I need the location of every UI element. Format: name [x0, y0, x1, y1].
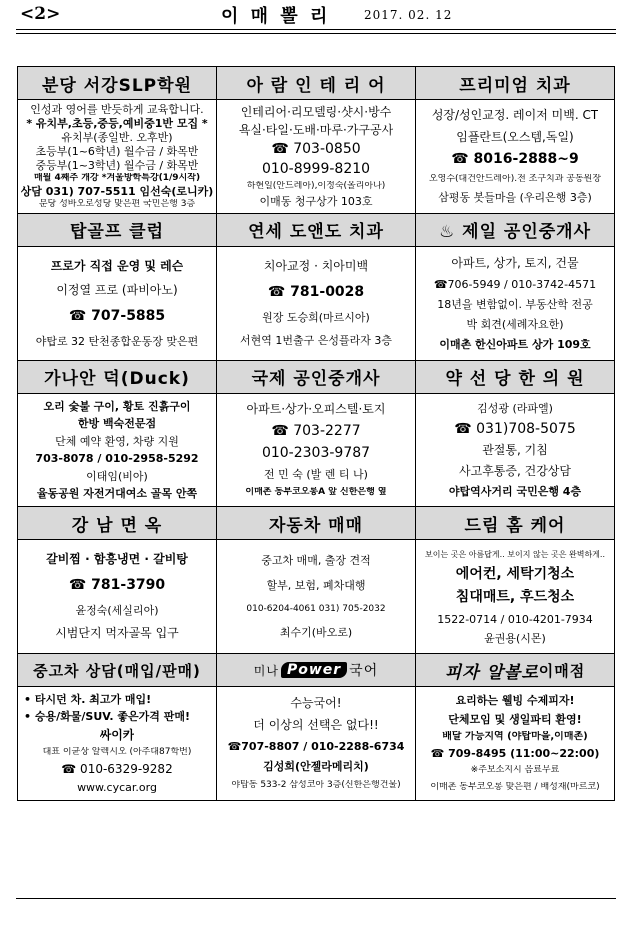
ad-line: 초등부(1~6학년) 월수금 / 화목반: [35, 144, 199, 158]
ad-line: 윤권용(시몬): [484, 631, 546, 645]
page-header: [16, 2, 616, 28]
ad-line: 매월 4째주 개강 *겨울방학특강(1/9시작): [33, 172, 201, 183]
phone-number: ☎ 709-8495 (11:00~22:00): [430, 747, 600, 761]
ad-line: 김성희(안젤라메리치): [263, 760, 369, 774]
ad-aram-interior: [217, 67, 416, 214]
ad-line: 성장/성인교정. 레이저 미백. CT: [431, 108, 599, 123]
ad-line: 대표 이균상 알렉시오 (아주대87학번): [42, 746, 192, 757]
issue-date: 2017. 02. 12: [364, 8, 453, 22]
ad-line: 박 회견(세례자요한): [466, 317, 564, 331]
ad-car-trading: [217, 507, 416, 654]
ad-title: [217, 654, 415, 687]
ad-line: ※주보소지시 음료무료: [470, 765, 560, 776]
ad-line: 이정열 프로 (파비아노): [56, 283, 178, 298]
power-logo: Power: [281, 662, 347, 678]
ad-line: * 유치부,초등,중등,예비중1반 모집 *: [26, 116, 208, 130]
ad-canaan-duck: [18, 361, 217, 508]
ad-jeil-realty: [416, 214, 615, 361]
ad-line: 이매촌 동부코오롱 맞은편 / 배성재(마르코): [430, 781, 600, 792]
phone-number: ☎ 707-5885: [68, 308, 166, 325]
phone-number: ☎ 703-0850: [271, 140, 361, 157]
phone-number: 010-2303-9787: [261, 445, 371, 462]
ad-title: 프리미엄 치과: [416, 67, 614, 100]
ad-title: 중고차 상담(매입/판매): [18, 654, 216, 687]
header-rule-top: [16, 29, 616, 30]
ad-title: 분당 서강SLP학원: [18, 67, 216, 100]
ad-line: 18년을 변함없이. 부동산학 전공: [437, 297, 593, 311]
ad-line: 최수기(바오로): [279, 626, 353, 640]
ad-premium-dental: [416, 67, 615, 214]
title-suffix: 국어: [349, 663, 379, 680]
ad-mina-power-korean: [217, 654, 416, 801]
title-prefix: 미나: [253, 663, 279, 678]
ad-grid: [17, 66, 615, 801]
ad-line: 야탑동 533-2 삼성코아 3층(신한은행건물): [231, 780, 401, 791]
ad-line: 이태임(비아): [86, 469, 148, 483]
ad-line: 요리하는 웰빙 수제피자!: [455, 694, 575, 708]
ad-line: 아파트·상가·오피스텔·토지: [246, 401, 386, 416]
ad-line: 서현역 1번출구 은성플라자 3층: [240, 334, 392, 348]
ad-line: 싸이카: [99, 727, 135, 742]
ad-line: 율동공원 자전거대여소 골목 안쪽: [36, 486, 198, 500]
ad-line: 단체모임 및 생일파티 환영!: [448, 712, 582, 726]
phone-number: ☎707-8807 / 010-2288-6734: [227, 740, 405, 754]
ad-line: 상담 031) 707-5511 임선숙(로니카): [20, 184, 214, 198]
ad-line: 김성광 (라파엘): [477, 401, 553, 415]
phone-number: ☎706-5949 / 010-3742-4571: [433, 277, 597, 291]
title-branch: 이매점: [538, 661, 586, 680]
ad-line: 하현일(안드레아),이정숙(올리아나): [246, 180, 386, 191]
ad-line: 이매동 청구상가 103호: [259, 194, 373, 208]
ad-line: 전 민 숙 (발 렌 티 나): [264, 468, 368, 482]
phone-number: 010-6204-4061 031) 705-2032: [246, 603, 386, 614]
ad-title: 드림 홈 케어: [416, 507, 614, 540]
phone-number: ☎ 8016-2888~9: [451, 150, 579, 167]
ad-line: 할부, 보험, 폐차대행: [266, 578, 366, 592]
ad-line: 아파트, 상가, 토지, 건물: [451, 255, 579, 270]
ad-line: 단체 예약 환영, 차량 지원: [55, 434, 179, 448]
ad-line: 이매촌 한신아파트 상가 109호: [439, 337, 591, 351]
title-brand: 피자 알볼로: [444, 662, 539, 683]
phone-number: ☎ 781-0028: [267, 284, 365, 301]
footer-rule: [16, 898, 616, 899]
ad-dream-home-care: [416, 507, 615, 654]
ad-line: 배달 가능지역 (야탑마을,이매촌): [442, 730, 588, 742]
ad-line: 이매촌 동부코오롱A 앞 신한은행 옆: [245, 487, 387, 498]
ad-title: 국제 공인중개사: [217, 361, 415, 394]
ad-line: 오리 숯불 구이, 황토 진흙구이: [43, 399, 191, 413]
ad-slogan: 보이는 곳은 아름답게.. 보이지 않는 곳은 완벽하게..: [425, 549, 605, 559]
ad-line: 야탑로 32 탄천종합운동장 맞은편: [35, 334, 199, 348]
ad-line: 침대매트, 후드청소: [455, 589, 575, 606]
ad-title: 자동차 매매: [217, 507, 415, 540]
ad-title: 강 남 면 옥: [18, 507, 216, 540]
header-rule-bottom: [16, 33, 616, 34]
ad-gangnam-myeonok: [18, 507, 217, 654]
ad-yakseondang-clinic: [416, 361, 615, 508]
ad-sogang-slp: [18, 67, 217, 214]
bulletin-title: 이 매 뽈 리: [221, 6, 331, 27]
ad-line: • 타시던 차. 최고가 매입!: [24, 693, 152, 707]
ad-line: 욕실·타일·도배·마루·가구공사: [238, 122, 394, 137]
ad-line: 분당 성바오로성당 맞은편 국민은행 3층: [38, 198, 196, 209]
ad-title: 연세 도앤도 치과: [217, 214, 415, 247]
ad-line: 오영수(대건안드레아).전 조구치과 공동원장: [428, 174, 602, 185]
ad-pizza-alvolo: [416, 654, 615, 801]
ad-line: • 승용/화물/SUV. 좋은가격 판매!: [24, 710, 190, 724]
phone-number: ☎ 703-2277: [271, 422, 361, 439]
phone-number: 010-8999-8210: [261, 160, 371, 177]
ad-line: 사고후통증, 건강상담: [459, 464, 571, 479]
ad-top-golf: [18, 214, 217, 361]
ad-title: 약 선 당 한 의 원: [416, 361, 614, 394]
ad-line: 수능국어!: [290, 696, 342, 711]
ad-used-car-consult: [18, 654, 217, 801]
ad-title: ♨ 제일 공인중개사: [416, 214, 614, 247]
ad-line: 인성과 영어를 반듯하게 교육합니다.: [30, 102, 204, 116]
phone-number: ☎ 781-3790: [68, 576, 166, 593]
phone-number: ☎ 031)708-5075: [454, 420, 576, 437]
ad-line: 에어컨, 세탁기청소: [455, 565, 575, 582]
ad-line: 갈비찜 · 함흥냉면 · 갈비탕: [46, 552, 188, 567]
ad-line: 한방 백숙전문점: [77, 417, 157, 431]
ad-line: 삼평동 봇들마을 (우리은행 3층): [438, 191, 592, 205]
ad-line: 원장 도승희(마르시아): [262, 311, 370, 325]
ad-line: 중고차 매매, 출장 견적: [261, 554, 371, 568]
ad-line: 인테리어·리모델링·샷시·방수: [240, 104, 392, 119]
ad-line: 유치부(종일반. 오후반): [61, 130, 173, 144]
ad-title: 아 람 인 테 리 어: [217, 67, 415, 100]
ad-title: 탑골프 클럽: [18, 214, 216, 247]
ad-line: 임플란트(오스템,독일): [456, 129, 574, 144]
ad-yonsei-dental: [217, 214, 416, 361]
phone-number: ☎ 010-6329-9282: [61, 761, 173, 776]
ad-line: 더 이상의 선택은 없다!!: [253, 718, 379, 733]
ad-line: 시범단지 먹자골목 입구: [55, 626, 179, 641]
page-number: <2>: [20, 4, 61, 24]
ad-line: 관절통, 기침: [482, 443, 548, 458]
phone-number: 703-8078 / 010-2958-5292: [35, 452, 199, 466]
ad-line: 치아교정 · 치아미백: [263, 258, 369, 273]
ad-line: 윤정숙(세실리아): [75, 603, 159, 617]
website-link[interactable]: www.cycar.org: [77, 780, 157, 794]
ad-gukje-realty: [217, 361, 416, 508]
ad-title: 가나안 덕(Duck): [18, 361, 216, 394]
ad-line: 중등부(1~3학년) 월수금 / 화목반: [35, 158, 199, 172]
ad-line: 야탑역사거리 국민은행 4층: [448, 485, 582, 499]
phone-number: 1522-0714 / 010-4201-7934: [437, 612, 593, 626]
ad-title: [416, 654, 614, 687]
ad-line: 프로가 직접 운영 및 레슨: [50, 258, 184, 273]
